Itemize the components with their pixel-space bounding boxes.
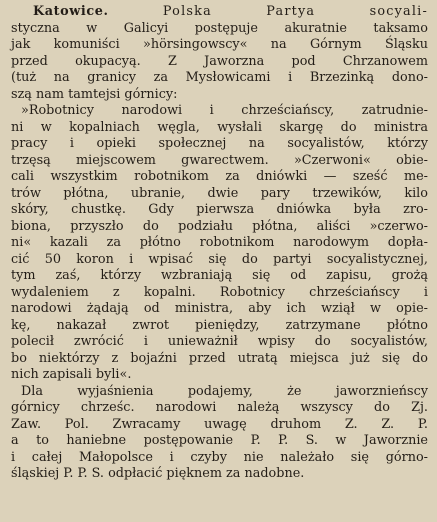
article-line: narodowi żądają od ministra, aby ich wziął w opie- <box>11 301 428 316</box>
article-line: szą nam tamtejsi górnicy: <box>11 86 178 102</box>
article-line: a to haniebne postępowanie P. P. S. w Jaworznie <box>11 433 428 448</box>
article-line: cali wszystkim robotnikom za dniówki — sześć me- <box>11 169 428 184</box>
article-first-line <box>11 4 428 21</box>
article-line: tym zaś, którzy wzbraniają się od zapisu, grożą <box>11 268 428 283</box>
article-line: skóry, chustkę. Gdy pierwsza dniówka była zro- <box>11 202 428 217</box>
article-line: jak komuniści »hörsingowscy« na Górnym Śląsku <box>11 37 428 52</box>
article-line: ni w kopalniach węgla, wysłali skargę do ministra <box>11 119 428 135</box>
article-line: górnicy chrześc. narodowi należą wszyscy do Zj. <box>11 400 428 415</box>
article-line: Dla wyjaśnienia podajemy, że jaworznieńscy <box>21 383 428 399</box>
article-line: polecił zwrócić i unieważnił wpisy do socyalistów, <box>11 334 428 349</box>
article-line: ni« kazali za płótno robotnikom narodowym dopła- <box>11 235 428 250</box>
article-line: i całej Małopolsce i czyby nie należało się górno- <box>11 449 428 465</box>
article-line: kę, nakazał zwrot pieniędzy, zatrzymane płótno <box>11 317 428 333</box>
article-line: trzęsą miejscowem gwarectwem. »Czerwoni« obie- <box>11 152 428 168</box>
article-line: nich zapisali byli«. <box>11 367 132 382</box>
article-line: przed okupacyą. Z Jaworzna pod Chrzanowem <box>11 53 428 69</box>
article-line: trów płótna, ubranie, dwie pary trzewików, kilo <box>11 185 428 201</box>
article-line: biona, przyszło do podziału płótna, aliści »czerwo- <box>11 218 428 234</box>
article-line: styczna w Galicyi postępuje akuratnie taksamo <box>11 20 428 36</box>
article-line: śląskiej P. P. S. odpłacić pięknem za nadobne. <box>11 466 305 481</box>
article-line: bo niektórzy z bojaźni przed utratą miejsca już się do <box>11 350 428 366</box>
article-line: (tuż na granicy za Mysłowicami i Brzezinką dono- <box>11 70 428 85</box>
article-line: cić 50 koron i wpisać się do partyi socyalistycznej, <box>11 251 428 267</box>
article-line: pracy i opieki społecznej na socyalistów, którzy <box>11 136 428 151</box>
article-line: »Robotnicy narodowi i chrześciańscy, zatrudnie- <box>21 103 428 118</box>
article-line: wydaleniem z kopalni. Robotnicy chrześciańscy i <box>11 284 428 300</box>
article-line: Polska Partya socyali- <box>162 4 428 19</box>
article-placename: Katowice. <box>33 4 109 19</box>
article-line: Zaw. Pol. Zwracamy uwagę druhom Z. Z. P. <box>11 416 428 432</box>
